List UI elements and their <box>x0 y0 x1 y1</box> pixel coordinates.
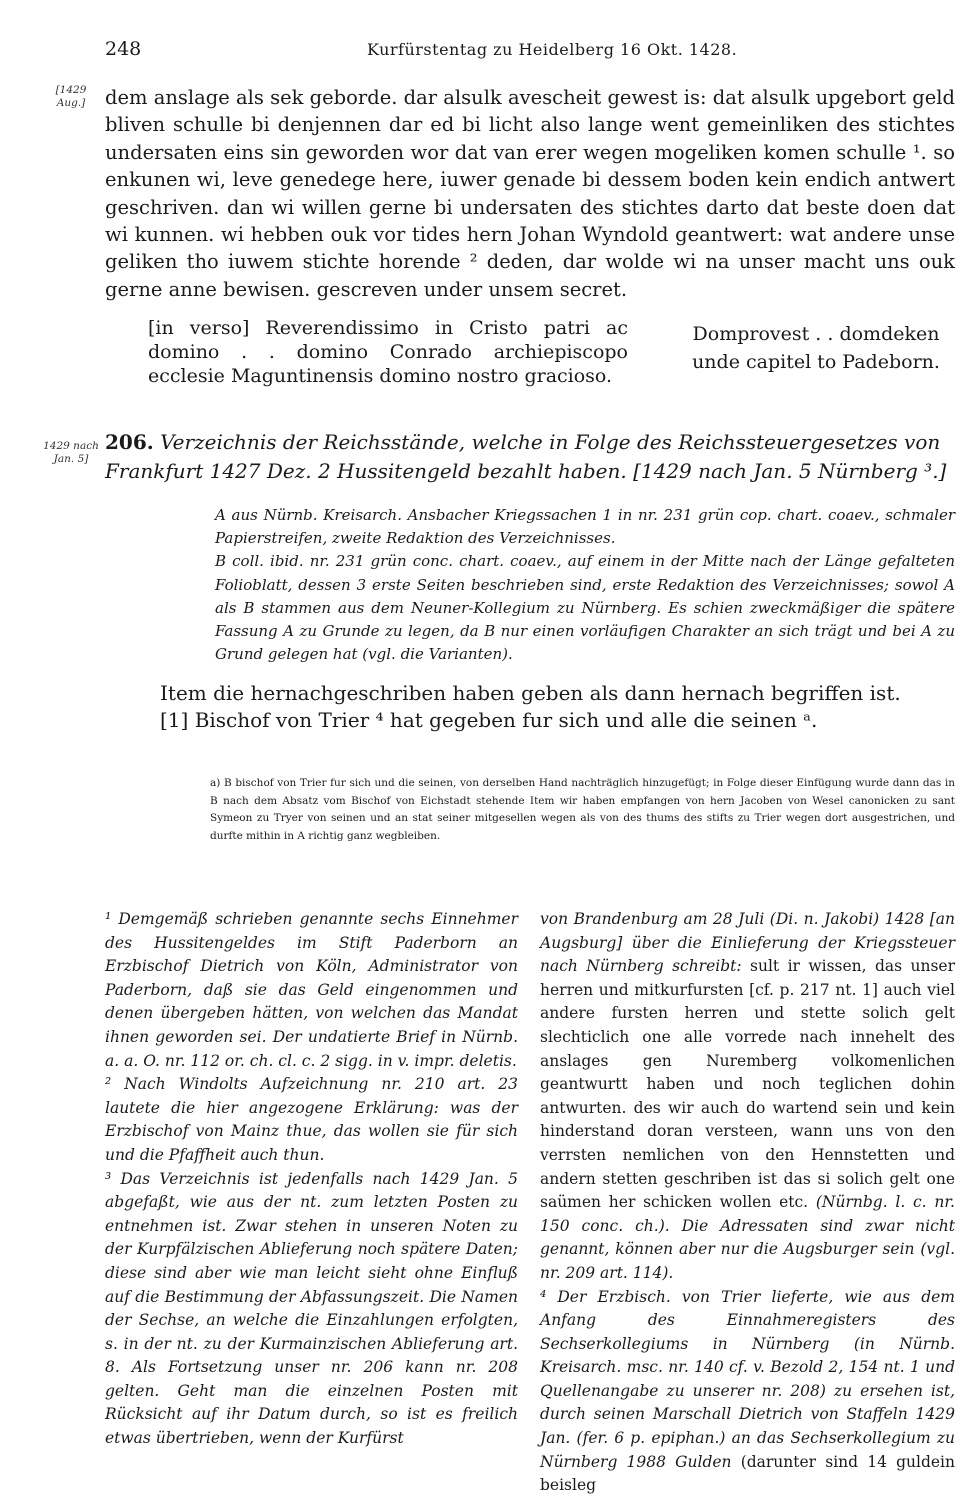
source-a: A aus Nürnb. Kreisarch. Ansbacher Kriegssachen 1 in nr. 231 grün cop. chart. coaev., schmaler Papierstreifen, zweite Redaktion des Verzeichnisses. <box>215 506 955 548</box>
footnote-4-quote: (darunter sind 14 guldein beisleg <box>540 1452 955 1495</box>
entry-number: 206. <box>105 430 154 454</box>
footnote-3-continued <box>540 908 955 1286</box>
entry-title: Verzeichnis der Reichsstände, welche in Folge des Reichssteuergesetzes von Frankfurt 1427 Dez. 2 Hussitengeld bezahlt haben. [1429 nach Jan. 5 Nürnberg ³.] <box>105 430 947 483</box>
page-header <box>105 38 955 68</box>
record-line-2: [1] Bischof von Trier ⁴ hat gegeben fur sich und alle die seinen ᵃ. <box>160 708 818 732</box>
footnote-3: ³ Das Verzeichnis ist jedenfalls nach 1429 Jan. 5 abgefaßt, wie aus der nt. zum letzten Posten zu entnehmen ist. Zwar stehen in unseren Noten zu der Kurpfälzischen Ablieferung noch spätere Daten; diese sind aber wie man leicht sieht ohne Einfluß auf die Bestimmung der Abfassungszeit. Die Namen der Sechse, an welche die Einzahlungen erfolgten, s. in der nt. zu der Kurmainzischen Ablieferung art. 8. Als Fortsetzung unser nr. 206 kann nr. 208 gelten. Geht man die einzelnen Posten mit Rücksicht auf ihr Datum durch, so ist es freilich etwas übertrieben, wenn der Kurfürst <box>105 1169 518 1448</box>
address-verso: [in verso] Reverendissimo in Cristo patri ac domino . . domino Conrado archiepiscopo ecclesie Maguntinensis domino nostro gracioso. <box>148 317 628 387</box>
address-senders: Domprovest . . domdeken unde capitel to Padeborn. <box>692 323 940 373</box>
footnote-4-text: ⁴ Der Erzbisch. von Trier lieferte, wie aus dem Anfang des Einnahmeregisters des Sechserkollegiums in Nürnberg (in Nürnb. Kreisarch. msc. nr. 140 cf. v. Bezold 2, 154 nt. 1 und Quellenangabe zu unserer nr. 208) zu ersehen ist, durch seinen Marschall Dietrich von Staffeln 1429 Jan. (fer. 6 p. epiphan.) an das Sechserkollegium zu Nürnberg 1988 Gulden <box>540 1287 955 1471</box>
footnote-3-quote: sult ir wissen, das unser herren und mitkurfursten [cf. p. 217 nt. 1] auch viel andere fursten herren und stette solich gelt slechticlich one alle vorrede nach innehelt des anslages gen Nuremberg volkomenlichen geantwurtt haben und noch teglichen dohin antwurten. des wir auch do wartend sein und kein hinderstand doran versteen, wann uns von den verrsten nemlichen von den Hennstetten und andern stetten geschriben ist das si solich gelt one saümen her schicken wollen etc. <box>540 957 955 1212</box>
record-line-1: Item die hernachgeschriben haben geben als dann hernach begriffen ist. <box>160 681 901 705</box>
margin-date-entry: 1429 nach Jan. 5] <box>43 440 99 465</box>
footnote-3-cont-a: von Brandenburg am 28 Juli (Di. n. Jakobi) 1428 [an Augsburg] über die Einlieferung der Kriegssteuer nach Nürnberg schreibt: <box>540 910 955 976</box>
running-head: Kurfürstentag zu Heidelberg 16 Okt. 1428. <box>367 40 738 59</box>
footnote-1: ¹ Demgemäß schrieben genannte sechs Einnehmer des Hussitengeldes im Stift Paderborn an Erzbischof Dietrich von Köln, Administrator von Paderborn, daß sie das Geld eingenommen und denen übergeben hätten, von welchen das Mandat ihnen geworden sei. Der undatierte Brief in Nürnb. a. a. O. nr. 112 or. ch. cl. c. 2 sigg. in v. impr. deletis. <box>105 910 518 1070</box>
margin-date-top: [1429 Aug.] <box>55 84 87 109</box>
variant-apparatus: a) B bischof von Trier fur sich und die seinen, von derselben Hand nachträglich hinzugefügt; in Folge dieser Einfügung wurde dann das in B nach dem Absatz vom Bischof von Eichstadt stehende Item wir haben empfangen von hern Jacoben von Wesel canonicken zu sant Symeon zu Tryer von seinen und an stat seiner mitgesellen wegen als von des thums des stifts zu Trier wegen dort ausgestrichen, und durfte mithin in A richtig ganz wegbleiben. <box>210 777 955 842</box>
letter-text <box>105 84 955 303</box>
entry-heading <box>105 428 955 486</box>
footnote-3-cont-c: (Nürnbg. l. c. nr. 150 conc. ch.). Die Adressaten sind zwar nicht genannt, können aber nur die Augsburger sein (vgl. nr. 209 art. 114). <box>540 1193 955 1282</box>
footnotes-left <box>105 908 518 1451</box>
record-text <box>160 680 950 734</box>
footnotes-right <box>540 908 955 1498</box>
letter-paragraph: dem anslage als sek geborde. dar alsulk avescheit gewest is: dat alsulk upgebort geld bliven schulle bi denjennen dar ed bi licht also lange went gemeinliken des stichtes undersaten eins sin geworden wor dat van erer wegen mogeliken komen schulle ¹. so enkunen wi, leve genedege here, iuwer genade bi dessem boden kein endich antwert geschriven. dan wi willen gerne bi undersaten des stichtes darto dat beste doen dat wi kunnen. wi hebben ouk vor tides hern Johan Wyndold geantwert: wat andere unse geliken tho iuwem stichte horende ² deden, dar wolde wi na unser macht uns ouk gerne anne bewisen. gescreven under unsem secret. <box>105 86 955 301</box>
footnote-2: ² Nach Windolts Aufzeichnung nr. 210 art. 23 lautete die hier angezogene Erklärung: was der Erzbischof von Mainz thue, das wollen sie für sich und die Pfaffheit auch thun. <box>105 1075 518 1164</box>
page-number: 248 <box>105 38 142 60</box>
source-description <box>215 504 955 666</box>
source-b: B coll. ibid. nr. 231 grün conc. chart. coaev., auf einem in der Mitte nach der Länge gefalteten Folioblatt, dessen 3 erste Seiten beschrieben sind, erste Redaktion des Verzeichnisses; sowol A als B stammen aus dem Neuner-Kollegium zu Nürnberg. Es schien zweckmäßiger die spätere Fassung A zu Grunde zu legen, da B nur einen vorläufigen Charakter an sich trägt und bei A zu Grund gelegen hat (vgl. die Varianten). <box>215 552 955 664</box>
footnote-4 <box>540 1286 955 1498</box>
